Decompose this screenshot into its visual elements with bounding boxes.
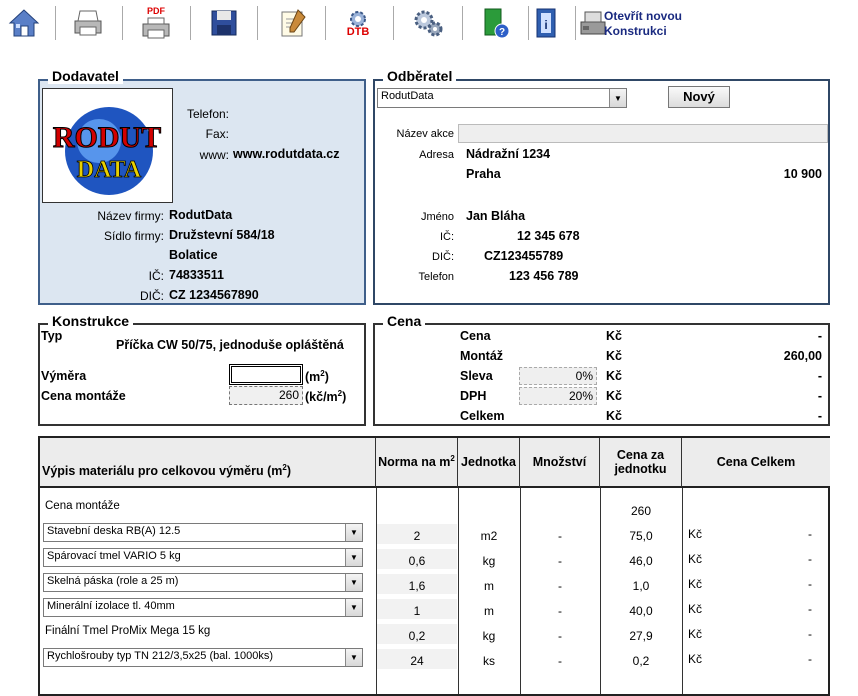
supplier-ic-value: 74833511 [169, 268, 224, 282]
customer-dic-label: DIČ: [432, 251, 454, 263]
svg-text:i: i [544, 18, 548, 32]
unit-price-cell: 75,0 [629, 529, 653, 543]
material-header: Výpis materiálu pro celkovou výměru $(m^2)$ [40, 438, 376, 488]
material-select-value: Rychlošrouby typ TN 212/3,5x25 (bal. 1000ks) [47, 650, 274, 662]
supplier-fax-label: Fax: [205, 127, 229, 141]
logo-data: DATA [76, 157, 142, 183]
norm-cell[interactable]: 0,6 [408, 554, 426, 568]
qty-cell: - [558, 629, 562, 643]
new-customer-button[interactable]: Nový [668, 86, 730, 108]
unit-cell: ks [483, 654, 495, 668]
price-row-currency: Kč [606, 349, 622, 363]
price-row-currency: Kč [606, 329, 622, 343]
qty-cell: - [558, 529, 562, 543]
currency-cell: Kč [688, 552, 703, 566]
supplier-dic-value: CZ 1234567890 [169, 288, 259, 302]
material-select-value: Skelná páska (role a 25 m) [47, 575, 179, 587]
new-construction-button[interactable] [604, 9, 682, 39]
unit-price-cell: 40,0 [629, 604, 653, 618]
total-header: Cena Celkem [682, 438, 830, 488]
supplier-web-value: www.rodutdata.cz [233, 147, 340, 161]
price-row-label: DPH [460, 389, 487, 403]
price-row-label: Cena [460, 329, 491, 343]
material-select[interactable] [43, 523, 363, 542]
info-book-icon[interactable] [528, 5, 564, 41]
unit-price-cell: 46,0 [629, 554, 653, 568]
norm-cell[interactable]: 24 [410, 654, 424, 668]
pdf-printer-icon[interactable] [138, 5, 174, 41]
currency-cell: Kč [688, 527, 703, 541]
customer-city: Praha [466, 167, 501, 181]
unit-cell: m2 [480, 529, 498, 543]
price-row-label: Montáž [460, 349, 504, 363]
supplier-address-label: Sídlo firmy: [103, 229, 164, 243]
new-construction-line2: Konstrukci [604, 24, 667, 38]
total-cell: - [808, 552, 812, 566]
total-cell: - [808, 602, 812, 616]
construction-title: Konstrukce [48, 313, 133, 329]
qty-cell: - [558, 654, 562, 668]
pdf-label: PDF [147, 5, 165, 16]
supplier-company-value: RodutData [169, 208, 233, 222]
supplier-title: Dodavatel [48, 68, 123, 84]
material-select[interactable] [43, 598, 363, 617]
chevron-down-icon[interactable]: ▼ [345, 524, 362, 541]
currency-cell: Kč [688, 602, 703, 616]
price-row-label: Celkem [460, 409, 505, 423]
total-cell: - [808, 527, 812, 541]
customer-address-label: Adresa [419, 149, 454, 161]
action-name-label: Název akce [396, 128, 454, 140]
supplier-city-value: Bolatice [169, 248, 218, 262]
action-name-field[interactable] [458, 124, 828, 143]
material-select-value: Spárovací tmel VARIO 5 kg [47, 550, 181, 562]
install-price-unit: $(kč/m^2)$ [305, 389, 347, 405]
price-row-percent[interactable]: 20% [519, 387, 597, 405]
chevron-down-icon[interactable]: ▼ [345, 549, 362, 566]
price-row-value: 260,00 [783, 349, 822, 363]
price-row-value: - [817, 389, 822, 403]
area-label: Výměra [41, 369, 87, 383]
unit-price-cell: 1,0 [632, 579, 650, 593]
help-book-icon[interactable] [478, 5, 514, 41]
material-select[interactable] [43, 573, 363, 592]
install-price-input[interactable]: 260 [229, 386, 303, 405]
price-row-value: - [817, 329, 822, 343]
currency-cell: Kč [688, 577, 703, 591]
customer-dic-value: CZ123455789 [484, 249, 564, 263]
currency-cell: Kč [688, 652, 703, 666]
total-cell: - [808, 577, 812, 591]
area-input[interactable] [229, 364, 303, 385]
qty-cell: - [558, 604, 562, 618]
material-select-value: Stavební deska RB(A) 12.5 [47, 525, 181, 537]
unit-header: Jednotka [458, 438, 520, 488]
chevron-down-icon[interactable]: ▼ [345, 574, 362, 591]
material-select-value: Minerální izolace tl. 40mm [47, 600, 175, 612]
dtb-gear-icon[interactable] [340, 5, 376, 41]
chevron-down-icon[interactable]: ▼ [609, 89, 626, 107]
unit-price-cell: 27,9 [629, 629, 653, 643]
price-title: Cena [383, 313, 425, 329]
material-name: Finální Tmel ProMix Mega 15 kg [45, 625, 211, 637]
customer-phone-value: 123 456 789 [509, 269, 579, 283]
norm-cell[interactable]: 1 [413, 604, 421, 618]
price-row-value: - [817, 409, 822, 423]
price-row-label: Sleva [460, 369, 493, 383]
unit-price-header: Cena za jednotku [600, 438, 682, 488]
area-unit: $(m^2)$ [305, 369, 329, 385]
edit-document-icon[interactable] [275, 5, 311, 41]
price-row-percent[interactable]: 0% [519, 367, 597, 385]
supplier-phone-label: Telefon: [186, 107, 229, 121]
norm-header: Norma na $m^2$ [376, 438, 458, 488]
supplier-dic-label: DIČ: [140, 289, 164, 303]
currency-cell: Kč [688, 627, 703, 641]
supplier-address-value: Družstevní 584/18 [169, 228, 275, 242]
total-cell: - [808, 652, 812, 666]
customer-ic-value: 12 345 678 [517, 229, 580, 243]
unit-price-cell: 260 [630, 504, 652, 518]
install-price-label: Cena montáže [41, 389, 126, 403]
svg-text:?: ? [498, 27, 506, 38]
material-table [38, 436, 830, 696]
customer-zip: 10 900 [783, 167, 822, 181]
price-row-currency: Kč [606, 369, 622, 383]
price-row-currency: Kč [606, 409, 622, 423]
new-construction-line1: Otevřít novou [604, 9, 683, 23]
printer-icon[interactable] [70, 5, 106, 41]
customer-name-value: Jan Bláha [466, 209, 526, 223]
type-label: Typ [41, 329, 63, 343]
material-select[interactable] [43, 648, 363, 667]
qty-cell: - [558, 579, 562, 593]
customer-title: Odběratel [383, 68, 456, 84]
customer-ic-label: IČ: [439, 231, 454, 243]
company-logo [42, 88, 173, 203]
norm-cell[interactable]: 1,6 [408, 579, 426, 593]
unit-cell: kg [482, 629, 496, 643]
supplier-company-label: Název firmy: [97, 209, 164, 223]
supplier-ic-label: IČ: [148, 269, 164, 283]
unit-cell: m [484, 579, 494, 593]
material-select[interactable] [43, 548, 363, 567]
qty-header: Množství [520, 438, 600, 488]
unit-cell: kg [482, 554, 496, 568]
customer-street: Nádražní 1234 [466, 147, 551, 161]
norm-cell[interactable]: 0,2 [408, 629, 426, 643]
chevron-down-icon[interactable]: ▼ [345, 599, 362, 616]
supplier-web-label: www: [199, 148, 229, 162]
logo-rodut: RODUT [52, 121, 162, 154]
total-cell: - [808, 627, 812, 641]
save-icon[interactable] [206, 5, 242, 41]
settings-gears-icon[interactable] [410, 5, 446, 41]
customer-name-label: Jméno [420, 211, 454, 223]
customer-phone-label: Telefon [418, 271, 454, 283]
price-row-currency: Kč [606, 389, 622, 403]
dtb-label: DTB [346, 25, 370, 38]
unit-price-cell: 0,2 [632, 654, 650, 668]
type-value: Příčka CW 50/75, jednoduše opláštěná [116, 338, 344, 352]
norm-cell[interactable]: 2 [413, 529, 421, 543]
unit-cell: m [484, 604, 494, 618]
customer-select[interactable] [377, 88, 627, 108]
price-row-value: - [817, 369, 822, 383]
customer-select-value: RodutData [381, 90, 434, 102]
home-icon[interactable] [6, 5, 42, 41]
chevron-down-icon[interactable]: ▼ [345, 649, 362, 666]
material-name: Cena montáže [45, 500, 120, 512]
qty-cell: - [558, 554, 562, 568]
